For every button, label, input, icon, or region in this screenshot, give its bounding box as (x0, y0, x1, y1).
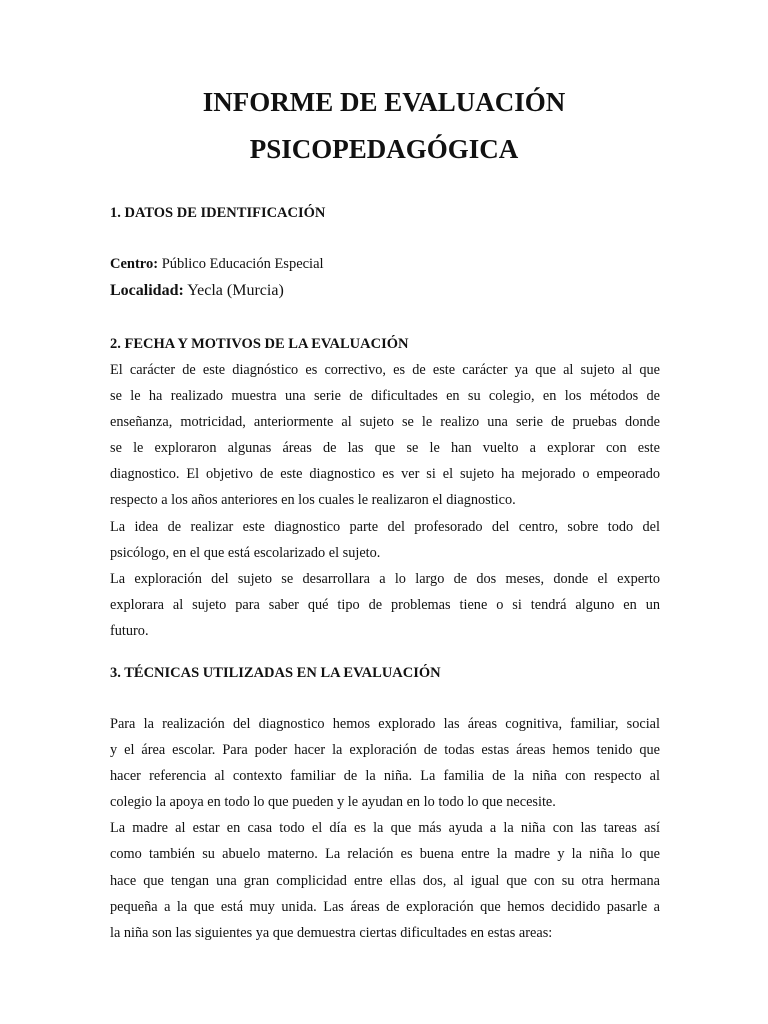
paragraph-line: pequeña a la que está muy unida. Las áreas de exploración que hemos decidido pasarle a (110, 898, 660, 915)
paragraph-line: futuro. (110, 622, 149, 639)
paragraph-line: y el área escolar. Para poder hacer la exploración de todas estas áreas hemos tenido que (110, 742, 660, 759)
paragraph-line: psicólogo, en el que está escolarizado el sujeto. (110, 544, 381, 561)
paragraph-line: diagnostico. El objetivo de este diagnostico es ver si el sujeto ha mejorado o empeorado (110, 466, 660, 483)
section-2-body (110, 357, 660, 644)
localidad-field (110, 282, 284, 300)
document-title-line-2: PSICOPEDAGÓGICA (249, 134, 519, 164)
paragraph-line: La exploración del sujeto se desarrollara a lo largo de dos meses, donde el experto (110, 570, 660, 587)
localidad-value: Yecla (Murcia) (187, 282, 284, 299)
paragraph-line: hacer referencia al contexto familiar de la niña. La familia de la niña con respecto al (110, 768, 660, 785)
paragraph-line: como también su abuelo materno. La relación es buena entre la madre y la niña lo que (110, 846, 660, 863)
centro-label: Centro: (110, 256, 159, 272)
section-3-heading: 3. TÉCNICAS UTILIZADAS EN LA EVALUACIÓN (110, 665, 441, 681)
section-1-heading: 1. DATOS DE IDENTIFICACIÓN (110, 205, 326, 221)
centro-field (110, 256, 324, 273)
localidad-label: Localidad: (110, 282, 184, 299)
paragraph-line: enseñanza, motricidad, anteriormente al sujeto se le realizo una serie de pruebas donde (110, 414, 660, 431)
paragraph-line: Para la realización del diagnostico hemos explorado las áreas cognitiva, familiar, social (110, 716, 660, 732)
paragraph-line: la niña son las siguientes ya que demuestra ciertas dificultades en estas areas: (110, 924, 553, 941)
paragraph-line: hace que tengan una gran complicidad entre ellas dos, al igual que con su otra hermana (110, 872, 660, 889)
section-3-body (110, 711, 660, 946)
centro-value: Público Educación Especial (161, 256, 324, 272)
paragraph-line: El carácter de este diagnóstico es correctivo, es de este carácter ya que al sujeto al que (110, 362, 660, 378)
paragraph-line: colegio la apoya en todo lo que pueden y le ayudan en lo todo lo que necesite. (110, 794, 556, 811)
paragraph-line: respecto a los años anteriores en los cuales le realizaron el diagnostico. (110, 492, 516, 509)
paragraph-line: La madre al estar en casa todo el día es la que más ayuda a la niña con las tareas así (110, 820, 660, 837)
section-2-heading: 2. FECHA Y MOTIVOS DE LA EVALUACIÓN (110, 336, 409, 352)
document-title-line-1: INFORME DE EVALUACIÓN (202, 87, 566, 117)
paragraph-line: se le ha realizado muestra una serie de dificultades en su colegio, en los métodos de (110, 388, 660, 405)
paragraph-line: La idea de realizar este diagnostico parte del profesorado del centro, sobre todo del (110, 518, 660, 535)
paragraph-line: explorara al sujeto para saber qué tipo de problemas tiene o si tendrá alguno en un (110, 596, 660, 613)
paragraph-line: se le exploraron algunas áreas de las que se le han vuelto a explorar con este (110, 440, 660, 457)
